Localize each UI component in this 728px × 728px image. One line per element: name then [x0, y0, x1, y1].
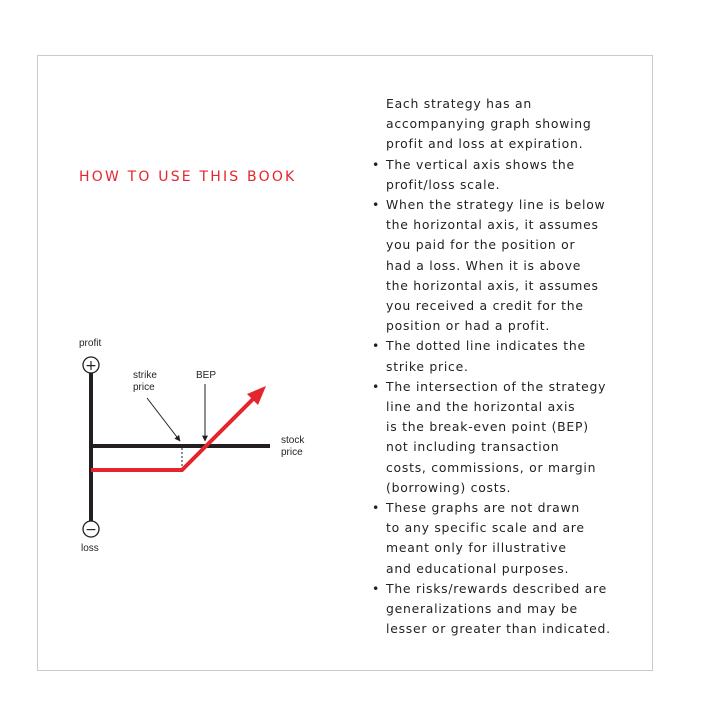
- strike-price-label: strike price: [133, 370, 157, 393]
- note-text: These graphs are not drawn to any specific scale and are meant only for illustrative and educational purposes.: [386, 500, 585, 576]
- strike-callout-arrow: [147, 398, 180, 441]
- note-text: Each strategy has an accompanying graph showing profit and loss at expiration.: [386, 96, 592, 152]
- note-item: [372, 336, 642, 376]
- note-item: [372, 195, 642, 336]
- note-text: The risks/rewards described are generalizations and may be lesser or greater than indicated.: [386, 580, 611, 637]
- bullet: •: [372, 580, 381, 596]
- note-item: [372, 579, 642, 640]
- loss-label: loss: [81, 543, 99, 554]
- minus-symbol: −: [85, 522, 97, 538]
- bullet: •: [372, 378, 381, 394]
- profit-label: profit: [79, 338, 102, 349]
- bullet: •: [372, 338, 381, 354]
- bullet: •: [372, 500, 381, 516]
- note-text: The intersection of the strategy line and the horizontal axis is the break-even point (BEP) not including transaction costs, commissions, or margin (borrowing) costs.: [386, 378, 607, 495]
- note-text: The vertical axis shows the profit/loss scale.: [386, 156, 575, 192]
- note-item: [372, 94, 642, 155]
- notes-list: [372, 94, 642, 639]
- note-text: When the strategy line is below the horizontal axis, it assumes you paid for the position or had a loss. When it is above the horizontal axis, it assumes you received a credit for the position or had a profit.: [386, 197, 606, 334]
- note-item: [372, 498, 642, 579]
- note-item: [372, 155, 642, 195]
- stock-price-label: stock price: [281, 435, 305, 458]
- note-item: [372, 377, 642, 498]
- note-text: The dotted line indicates the strike price.: [386, 338, 586, 374]
- plus-symbol: +: [85, 358, 97, 374]
- section-title: HOW TO USE THIS BOOK: [79, 169, 297, 185]
- bep-label: BEP: [196, 370, 217, 381]
- bullet: •: [372, 156, 381, 172]
- bullet: •: [372, 197, 381, 213]
